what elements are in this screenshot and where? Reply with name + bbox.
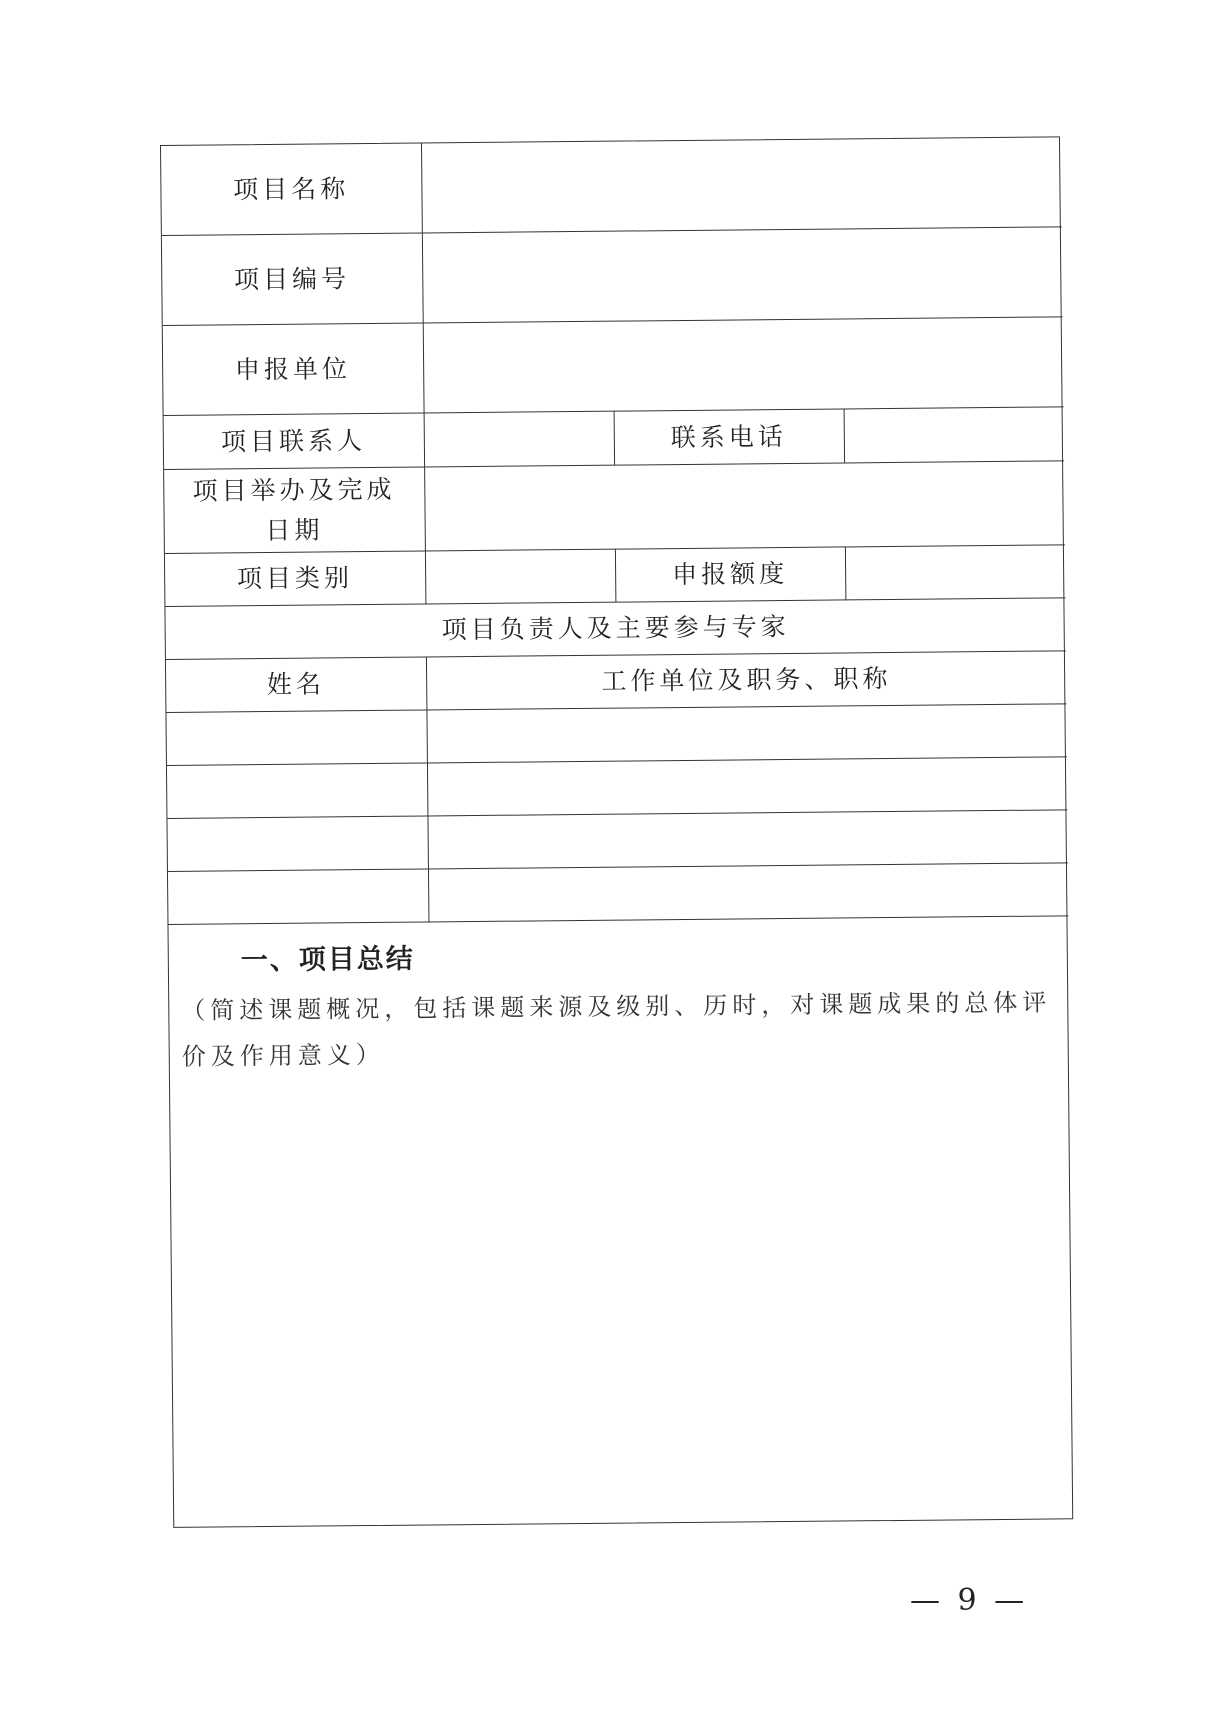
contact-phone-label: 联系电话 bbox=[614, 409, 845, 465]
row-category bbox=[165, 545, 1065, 607]
experts-header: 项目负责人及主要参与专家 bbox=[165, 598, 1065, 660]
row-experts-header bbox=[165, 598, 1065, 660]
applicant-unit-label: 申报单位 bbox=[163, 323, 424, 415]
amount-label: 申报额度 bbox=[615, 547, 845, 602]
category-label: 项目类别 bbox=[165, 551, 425, 606]
expert-affiliation-field[interactable] bbox=[427, 810, 1068, 869]
row-experts-columns bbox=[166, 651, 1066, 713]
project-info-table bbox=[161, 137, 1068, 925]
contact-person-label: 项目联系人 bbox=[164, 413, 425, 469]
summary-note: （简述课题概况，包括课题来源及级别、历时，对课题成果的总体评价及作用意义） bbox=[181, 988, 1052, 1071]
expert-affiliation-field[interactable] bbox=[428, 863, 1069, 922]
summary-section[interactable] bbox=[168, 916, 1067, 1080]
name-header: 姓名 bbox=[166, 657, 426, 712]
row-contact bbox=[164, 407, 1065, 470]
row-applicant-unit bbox=[163, 317, 1064, 416]
expert-affiliation-field[interactable] bbox=[427, 757, 1068, 816]
affiliation-header: 工作单位及职务、职称 bbox=[426, 651, 1067, 710]
row-project-name bbox=[161, 137, 1062, 235]
amount-field[interactable] bbox=[845, 545, 1066, 600]
category-field[interactable] bbox=[425, 549, 616, 604]
page-number: — 9 — bbox=[910, 1583, 1029, 1618]
contact-phone-field[interactable] bbox=[844, 407, 1065, 463]
project-name-field[interactable] bbox=[421, 137, 1062, 233]
contact-person-field[interactable] bbox=[424, 411, 615, 467]
expert-name-field[interactable] bbox=[166, 710, 426, 765]
table-row bbox=[168, 863, 1068, 925]
dates-label bbox=[164, 467, 425, 553]
expert-affiliation-field[interactable] bbox=[426, 704, 1067, 763]
summary-title: 一、项目总结 bbox=[240, 943, 415, 977]
project-number-field[interactable] bbox=[422, 227, 1063, 323]
expert-name-field[interactable] bbox=[167, 816, 427, 871]
dates-label-line2: 日期 bbox=[265, 514, 324, 545]
table-row bbox=[167, 757, 1067, 819]
dates-field[interactable] bbox=[424, 461, 1065, 551]
expert-name-field[interactable] bbox=[167, 763, 427, 818]
table-row bbox=[167, 810, 1067, 872]
dates-label-line1: 项目举办及完成 bbox=[192, 474, 396, 506]
application-form bbox=[160, 136, 1073, 1528]
row-dates bbox=[164, 461, 1065, 554]
row-project-number bbox=[162, 227, 1063, 326]
project-number-label: 项目编号 bbox=[162, 233, 423, 325]
table-row bbox=[166, 704, 1066, 766]
applicant-unit-field[interactable] bbox=[423, 317, 1064, 413]
project-name-label: 项目名称 bbox=[161, 143, 422, 235]
expert-name-field[interactable] bbox=[168, 869, 428, 924]
